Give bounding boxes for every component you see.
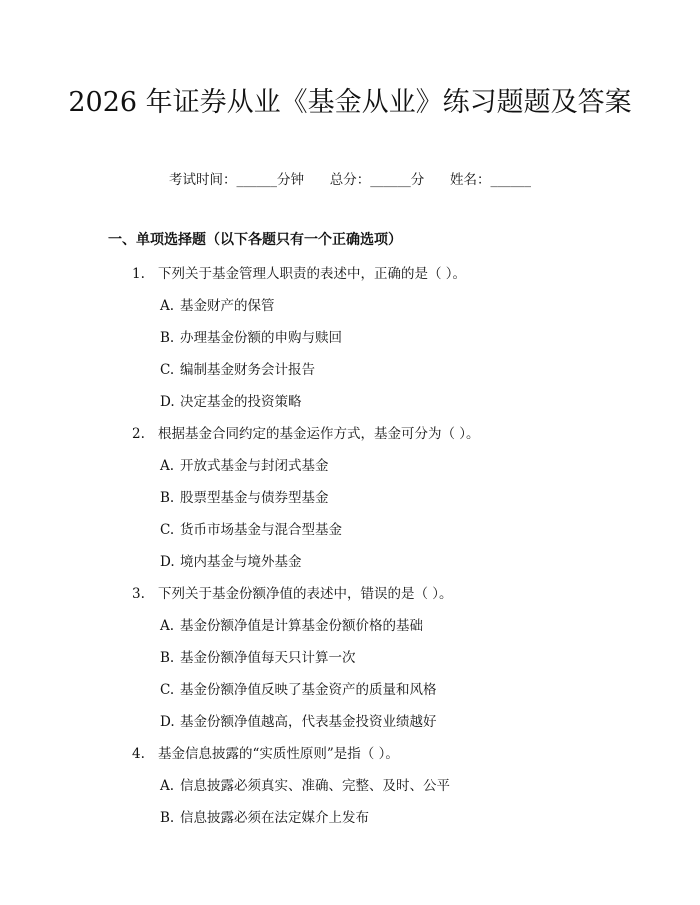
option-text: 编制基金财务会计报告: [180, 362, 315, 378]
option-text: 基金份额净值每天只计算一次: [180, 650, 356, 666]
option-letter: C.: [160, 682, 175, 698]
question-1-option-c: [160, 358, 315, 378]
question-4: [132, 742, 399, 762]
question-number: 3.: [132, 586, 145, 602]
question-2-option-c: [160, 518, 342, 538]
question-1: [132, 262, 466, 282]
option-text: 决定基金的投资策略: [180, 394, 302, 410]
option-text: 基金份额净值越高，代表基金投资业绩越好: [180, 714, 437, 730]
option-letter: A.: [160, 298, 175, 314]
question-number: 1.: [132, 266, 145, 282]
option-letter: B.: [160, 650, 175, 666]
option-letter: B.: [160, 490, 175, 506]
question-3: [132, 582, 453, 602]
question-3-option-a: [160, 614, 423, 634]
question-number: 4.: [132, 746, 145, 762]
option-letter: A.: [160, 458, 175, 474]
question-text: 下列关于基金管理人职责的表述中，正确的是（ ）。: [158, 266, 467, 282]
question-3-option-d: [160, 710, 437, 730]
question-3-option-c: [160, 678, 437, 698]
option-text: 境内基金与境外基金: [180, 554, 302, 570]
option-text: 股票型基金与债券型基金: [180, 490, 329, 506]
question-4-option-b: [160, 806, 369, 826]
question-2: [132, 422, 480, 442]
option-text: 信息披露必须在法定媒介上发布: [180, 810, 369, 826]
option-letter: B.: [160, 810, 175, 826]
question-1-option-d: [160, 390, 302, 410]
option-letter: B.: [160, 330, 175, 346]
option-letter: C.: [160, 522, 175, 538]
question-1-option-a: [160, 294, 275, 314]
option-text: 基金份额净值是计算基金份额价格的基础: [180, 618, 423, 634]
section-heading: 一、单项选择题（以下各题只有一个正确选项）: [108, 232, 402, 248]
option-letter: D.: [160, 714, 175, 730]
option-letter: D.: [160, 554, 175, 570]
document-title: 2026 年证券从业《基金从业》练习题题及答案: [68, 87, 632, 118]
question-text: 根据基金合同约定的基金运作方式，基金可分为（ ）。: [158, 426, 480, 442]
option-letter: D.: [160, 394, 175, 410]
question-text: 基金信息披露的“实质性原则”是指（ ）。: [158, 746, 399, 762]
option-text: 开放式基金与封闭式基金: [180, 458, 329, 474]
option-letter: A.: [160, 618, 175, 634]
option-text: 办理基金份额的申购与赎回: [180, 330, 342, 346]
question-2-option-a: [160, 454, 329, 474]
exam-meta-line: 考试时间：______分钟 总分：______分 姓名：______: [169, 172, 531, 188]
question-4-option-a: [160, 774, 450, 794]
option-text: 基金财产的保管: [180, 298, 275, 314]
question-3-option-b: [160, 646, 356, 666]
option-letter: A.: [160, 778, 175, 794]
option-text: 信息披露必须真实、准确、完整、及时、公平: [180, 778, 450, 794]
option-text: 基金份额净值反映了基金资产的质量和风格: [180, 682, 437, 698]
option-text: 货币市场基金与混合型基金: [180, 522, 342, 538]
option-letter: C.: [160, 362, 175, 378]
question-number: 2.: [132, 426, 145, 442]
question-1-option-b: [160, 326, 342, 346]
question-2-option-b: [160, 486, 329, 506]
question-text: 下列关于基金份额净值的表述中，错误的是（ ）。: [158, 586, 453, 602]
question-2-option-d: [160, 550, 302, 570]
